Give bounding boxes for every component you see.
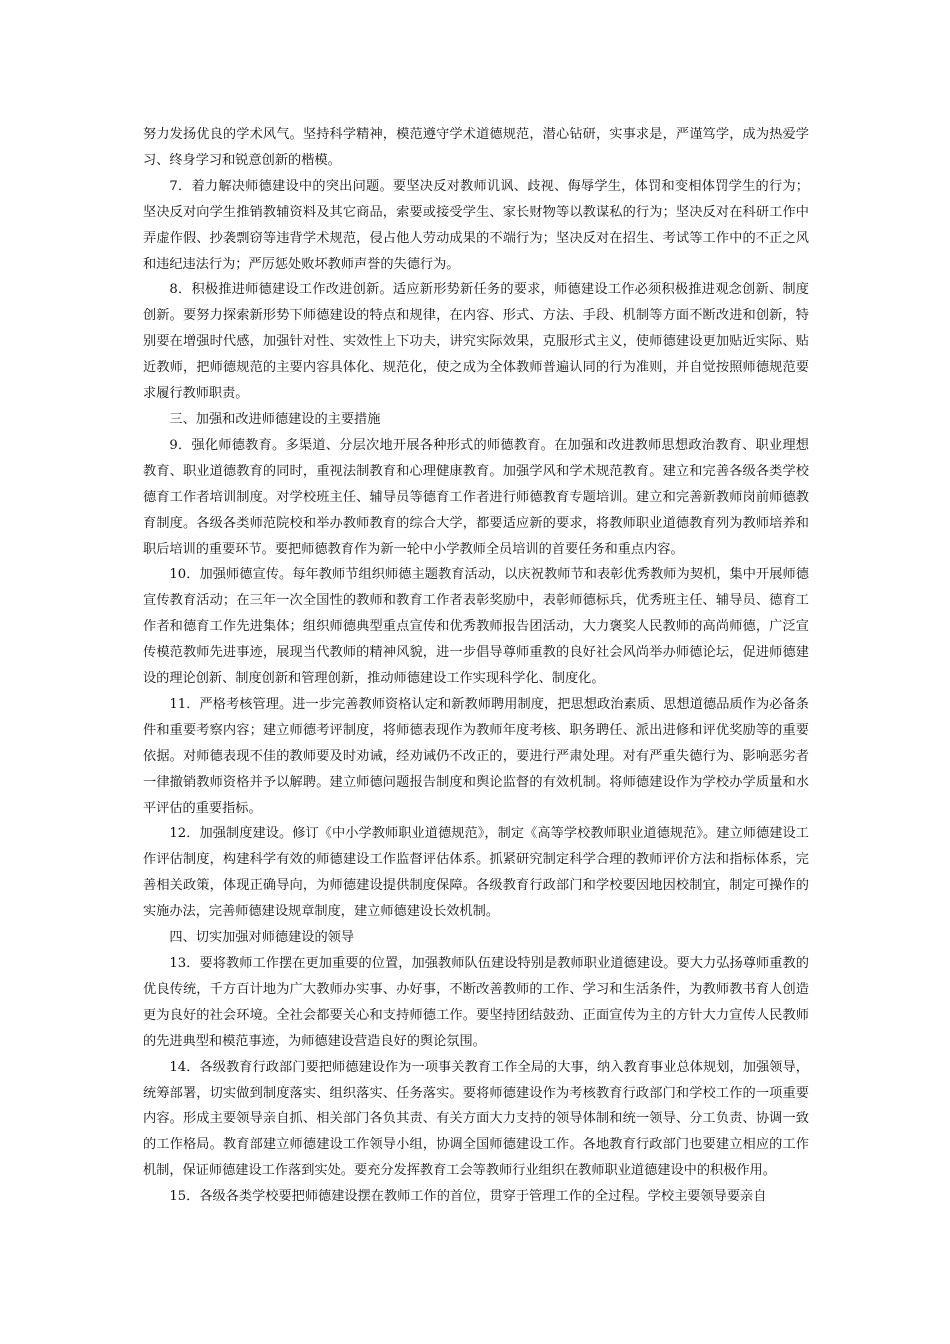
document-body <box>143 122 809 1210</box>
paragraph-item-8: 8．积极推进师德建设工作改进创新。适应新形势新任务的要求，师德建设工作必须积极推进观念创新、制度创新。要努力探索新形势下师德建设的特点和规律，在内容、形式、方法、手段、机制等方面不断改进和创新，特别要在增强时代感，加强针对性、实效性上下功夫，讲究实际效果，克服形式主义，使师德建设更加贴近实际、贴近教师，把师德规范的主要内容具体化、规范化，使之成为全体教师普遍认同的行为准则，并自觉按照师德规范要求履行教师职责。 <box>143 282 809 402</box>
section-heading-3: 三、加强和改进师德建设的主要措施 <box>169 411 381 427</box>
paragraph-item-15: 15．各级各类学校要把师德建设摆在教师工作的首位，贯穿于管理工作的全过程。学校主要领导要亲自 <box>169 1189 767 1205</box>
paragraph-item-10: 10．加强师德宣传。每年教师节组织师德主题教育活动，以庆祝教师节和表彰优秀教师为契机，集中开展师德宣传教育活动；在三年一次全国性的教师和教育工作者表彰奖励中，表彰师德标兵，优秀班主任、辅导员、德育工作者和德育工作先进集体；组织师德典型重点宣传和优秀教师报告团活动，大力褒奖人民教师的高尚师德，广泛宣传模范教师先进事迹，展现当代教师的精神风貌，进一步倡导尊师重教的良好社会风尚举办师德论坛，促进师德建设的理论创新、制度创新和管理创新，推动师德建设工作实现科学化、制度化。 <box>143 567 809 687</box>
paragraph-item-13: 13．要将教师工作摆在更加重要的位置，加强教师队伍建设特别是教师职业道德建设。要大力弘扬尊师重教的优良传统，千方百计地为广大教师办实事、办好事，不断改善教师的工作、学习和生活条件，为教师教书育人创造更为良好的社会环境。全社会都要关心和支持师德工作。要坚持团结鼓劲、正面宣传为主的方针大力宣传人民教师的先进典型和模范事迹，为师德建设营造良好的舆论氛围。 <box>143 956 809 1049</box>
section-heading-4: 四、切实加强对师德建设的领导 <box>169 930 355 946</box>
paragraph-continuation: 努力发扬优良的学术风气。坚持科学精神，模范遵守学术道德规范，潜心钻研，实事求是，严谨笃学，成为热爱学习、终身学习和锐意创新的楷模。 <box>143 127 809 168</box>
paragraph-item-7: 7．着力解决师德建设中的突出问题。要坚决反对教师讥讽、歧视、侮辱学生，体罚和变相体罚学生的行为；坚决反对向学生推销教辅资料及其它商品，索要或接受学生、家长财物等以教谋私的行为；坚决反对在科研工作中弄虚作假、抄袭剽窃等违背学术规范，侵占他人劳动成果的不端行为；坚决反对在招生、考试等工作中的不正之风和违纪违法行为；严厉惩处败坏教师声誉的失德行为。 <box>143 178 809 272</box>
paragraph-item-9: 9．强化师德教育。多渠道、分层次地开展各种形式的师德教育。在加强和改进教师思想政治教育、职业理想教育、职业道德教育的同时，重视法制教育和心理健康教育。加强学风和学术规范教育。建立和完善各级各类学校德育工作者培训制度。对学校班主任、辅导员等德育工作者进行师德教育专题培训。建立和完善新教师岗前师德教育制度。各级各类师范院校和举办教师教育的综合大学，都要适应新的要求，将教师职业道德教育列为教师培养和职后培训的重要环节。要把师德教育作为新一轮中小学教师全员培训的首要任务和重点内容。 <box>143 437 809 557</box>
paragraph-item-12: 12．加强制度建设。修订《中小学教师职业道德规范》，制定《高等学校教师职业道德规范》。建立师德建设工作评估制度，构建科学有效的师德建设工作监督评估体系。抓紧研究制定科学合理的教师评价方法和指标体系，完善相关政策，体现正确导向，为师德建设提供制度保障。各级教育行政部门和学校要因地因校制宜，制定可操作的实施办法，完善师德建设规章制度，建立师德建设长效机制。 <box>143 826 809 920</box>
paragraph-item-11: 11．严格考核管理。进一步完善教师资格认定和新教师聘用制度，把思想政治素质、思想道德品质作为必备条件和重要考察内容；建立师德考评制度，将师德表现作为教师年度考核、职务聘任、派出进修和评优奖励等的重要依据。对师德表现不佳的教师要及时劝诫，经劝诫仍不改正的，要进行严肃处理。对有严重失德行为、影响恶劣者一律撤销教师资格并予以解聘。建立师德问题报告制度和舆论监督的有效机制。将师德建设作为学校办学质量和水平评估的重要指标。 <box>143 696 809 816</box>
paragraph-item-14: 14．各级教育行政部门要把师德建设作为一项事关教育工作全局的大事，纳入教育事业总体规划，加强领导，统筹部署，切实做到制度落实、组织落实、任务落实。要将师德建设作为考核教育行政部门和学校工作的一项重要内容。形成主要领导亲自抓、相关部门各负其责、有关方面大力支持的领导体制和统一领导、分工负责、协调一致的工作格局。教育部建立师德建设工作领导小组，协调全国师德建设工作。各地教育行政部门也要建立相应的工作机制，保证师德建设工作落到实处。要充分发挥教育工会等教师行业组织在教师职业道德建设中的积极作用。 <box>143 1059 809 1179</box>
